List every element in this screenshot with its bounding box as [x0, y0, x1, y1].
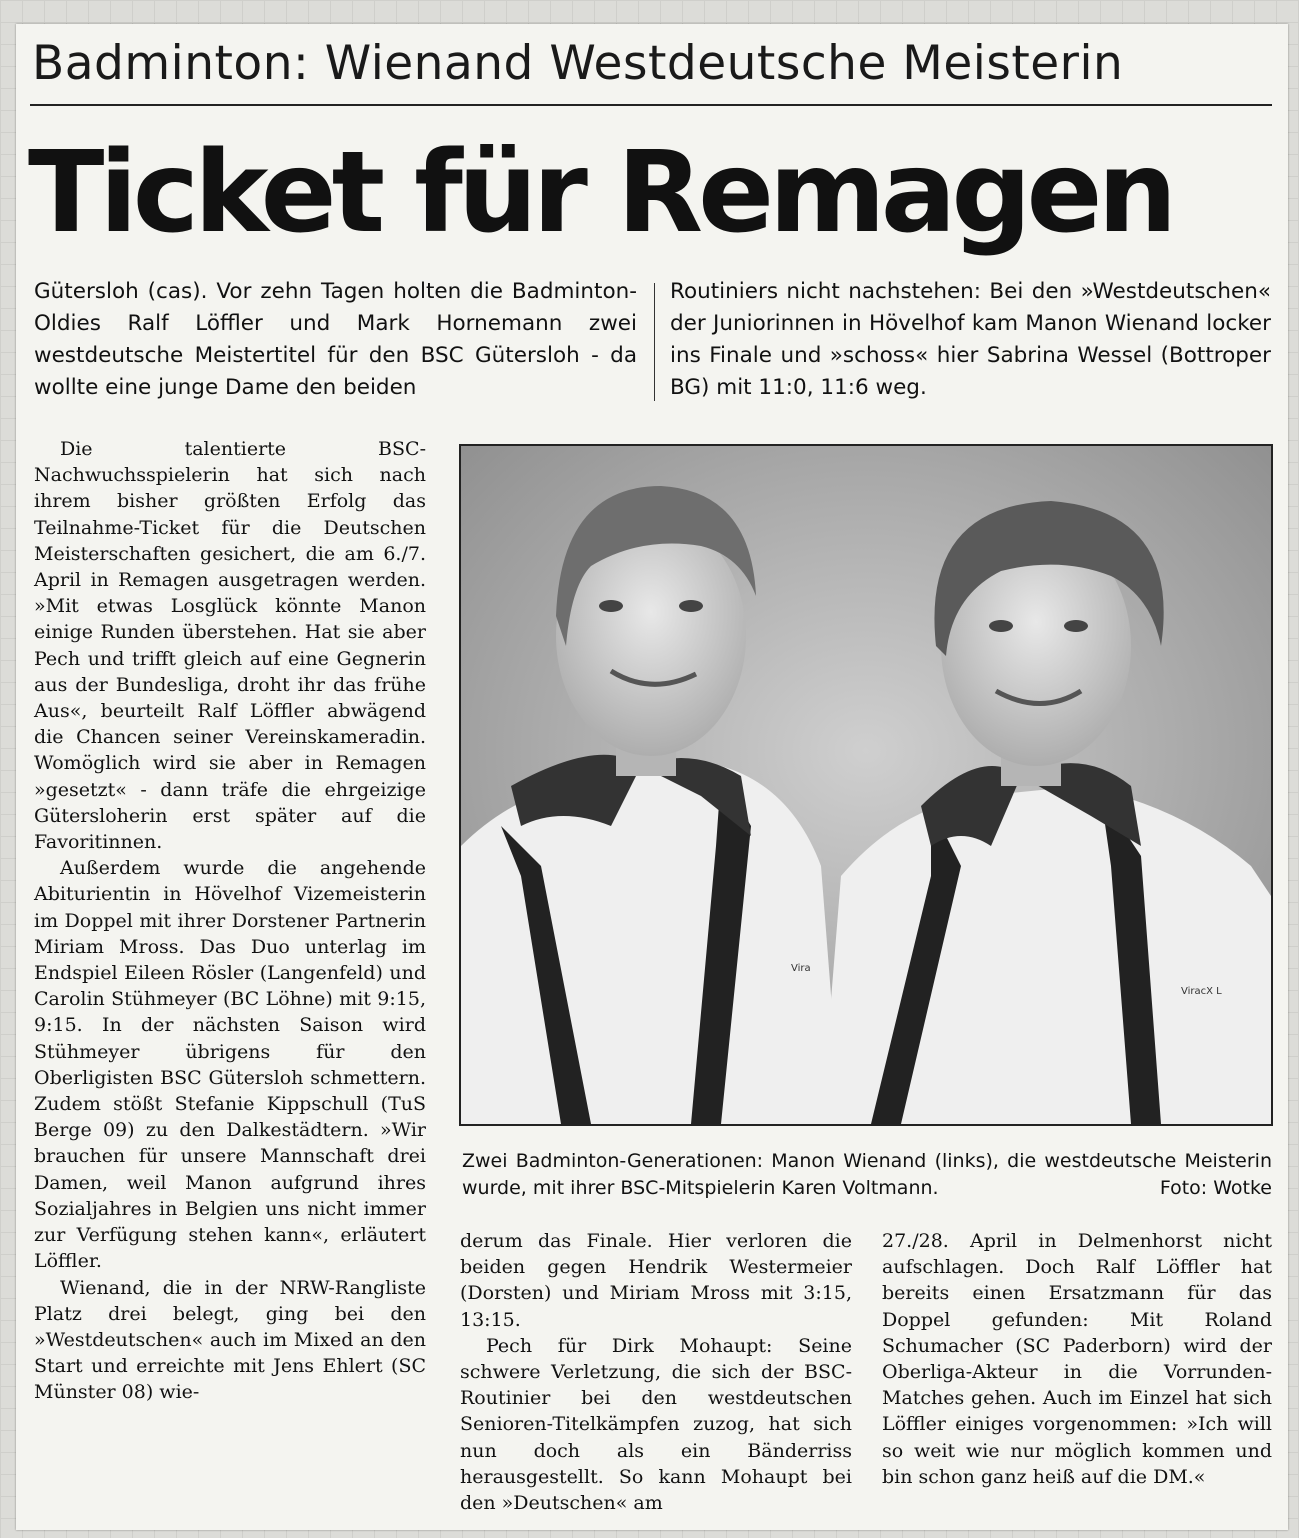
shirt-logo-right: ViracX L: [1181, 986, 1222, 997]
caption-text: Zwei Badminton-Generationen: Manon Wienand (links), die westdeutsche Meisterin wurde, mit ihrer BSC-Mitspielerin Karen Voltmann.: [462, 1150, 1272, 1199]
kicker-headline: Badminton: Wienand Westdeutsche Meisterin: [32, 36, 1124, 91]
article-paragraph: Außerdem wurde die angehende Abiturientin in Hövelhof Vizemeisterin im Doppel mit ihrer Dorstener Partnerin Miriam Mross. Das Duo unterlag im Endspiel Eileen Rösler (Langenfeld) und Carolin Stühmeyer (BC Löhne) mit 9:15, 9:15. In der nächsten Saison wird Stühmeyer übrigens für den Oberligisten BSC Gütersloh schmettern. Zudem stößt Stefanie Kippschull (TuS Berge 09) zu den Dalkestädtern. »Wir brauchen für unsere Mannschaft drei Damen, weil Manon aufgrund ihres Sozialjahres in Belgien uns nicht immer zur Verfügung stehen kann«, erläutert Löffler.: [34, 857, 426, 1273]
shirt-logo-left: Vira: [791, 963, 811, 974]
lead-paragraph-left: Gütersloh (cas). Vor zehn Tagen holten die Badminton-Oldies Ralf Löffler und Mark Hornemann zwei westdeutsche Meistertitel für den BSC Gütersloh - da wollte eine junge Dame den beiden: [34, 279, 637, 400]
lead-divider: [654, 283, 655, 401]
photo-caption: [462, 1148, 1272, 1202]
main-headline: Ticket für Remagen: [28, 128, 1173, 258]
article-paragraph: Wienand, die in der NRW-Rangliste Platz drei belegt, ging bei den »Westdeutschen« auch im Mixed an den Start und erreichte mit Jens Ehlert (SC Münster 08) wie-: [34, 1276, 426, 1404]
photo-credit: Foto: Wotke: [1159, 1177, 1272, 1199]
article-column-1: [34, 436, 426, 1406]
press-photo: [459, 444, 1273, 1126]
article-paragraph: derum das Finale. Hier verloren die beiden gegen Hendrik Westermeier (Dorsten) und Miriam Mross mit 3:15, 13:15.: [460, 1230, 852, 1331]
lead-paragraph-right: Routiniers nicht nachstehen: Bei den »Westdeutschen« der Juniorinnen in Hövelhof kam Manon Wienand locker ins Finale und »schoss« hier Sabrina Wessel (Bottroper BG) mit 11:0, 11:6 weg.: [670, 279, 1271, 400]
article-column-3: [882, 1228, 1272, 1490]
article-paragraph: Pech für Dirk Mohaupt: Seine schwere Verletzung, die sich der BSC-Routinier bei den westdeutschen Senioren-Titelkämpfen zuzog, hat sich nun doch als ein Bänderriss herausgestellt. So kann Mohaupt bei den »Deutschen« am: [460, 1334, 852, 1515]
header-rule: [30, 104, 1272, 106]
article-column-2: [460, 1228, 852, 1516]
article-paragraph: 27./28. April in Delmenhorst nicht aufschlagen. Doch Ralf Löffler hat bereits einen Ersatzmann für das Doppel gefunden: Mit Roland Schumacher (SC Paderborn) wird der Oberliga-Akteur in die Vorrunden-Matches gehen. Auch im Einzel hat sich Löffler einiges vorgenommen: »Ich will so weit wie nur möglich kommen und bin schon ganz heiß auf die DM.«: [882, 1230, 1272, 1488]
article-paragraph: Die talentierte BSC-Nachwuchsspielerin hat sich nach ihrem bisher größten Erfolg das Teilnahme-Ticket für die Deutschen Meisterschaften gesichert, die am 6./7. April in Remagen ausgetragen werden. »Mit etwas Losglück könnte Manon einige Runden überstehen. Hat sie aber Pech und trifft gleich auf eine Gegnerin aus der Bundesliga, droht ihr das frühe Aus«, beurteilt Ralf Löffler abwägend die Chancen seiner Vereinskameradin. Womöglich wird sie aber in Remagen »gesetzt« - dann träfe die ehrgeizige Gütersloherin erst später auf die Favoritinnen.: [34, 438, 426, 854]
photo-image: [461, 446, 1271, 1124]
